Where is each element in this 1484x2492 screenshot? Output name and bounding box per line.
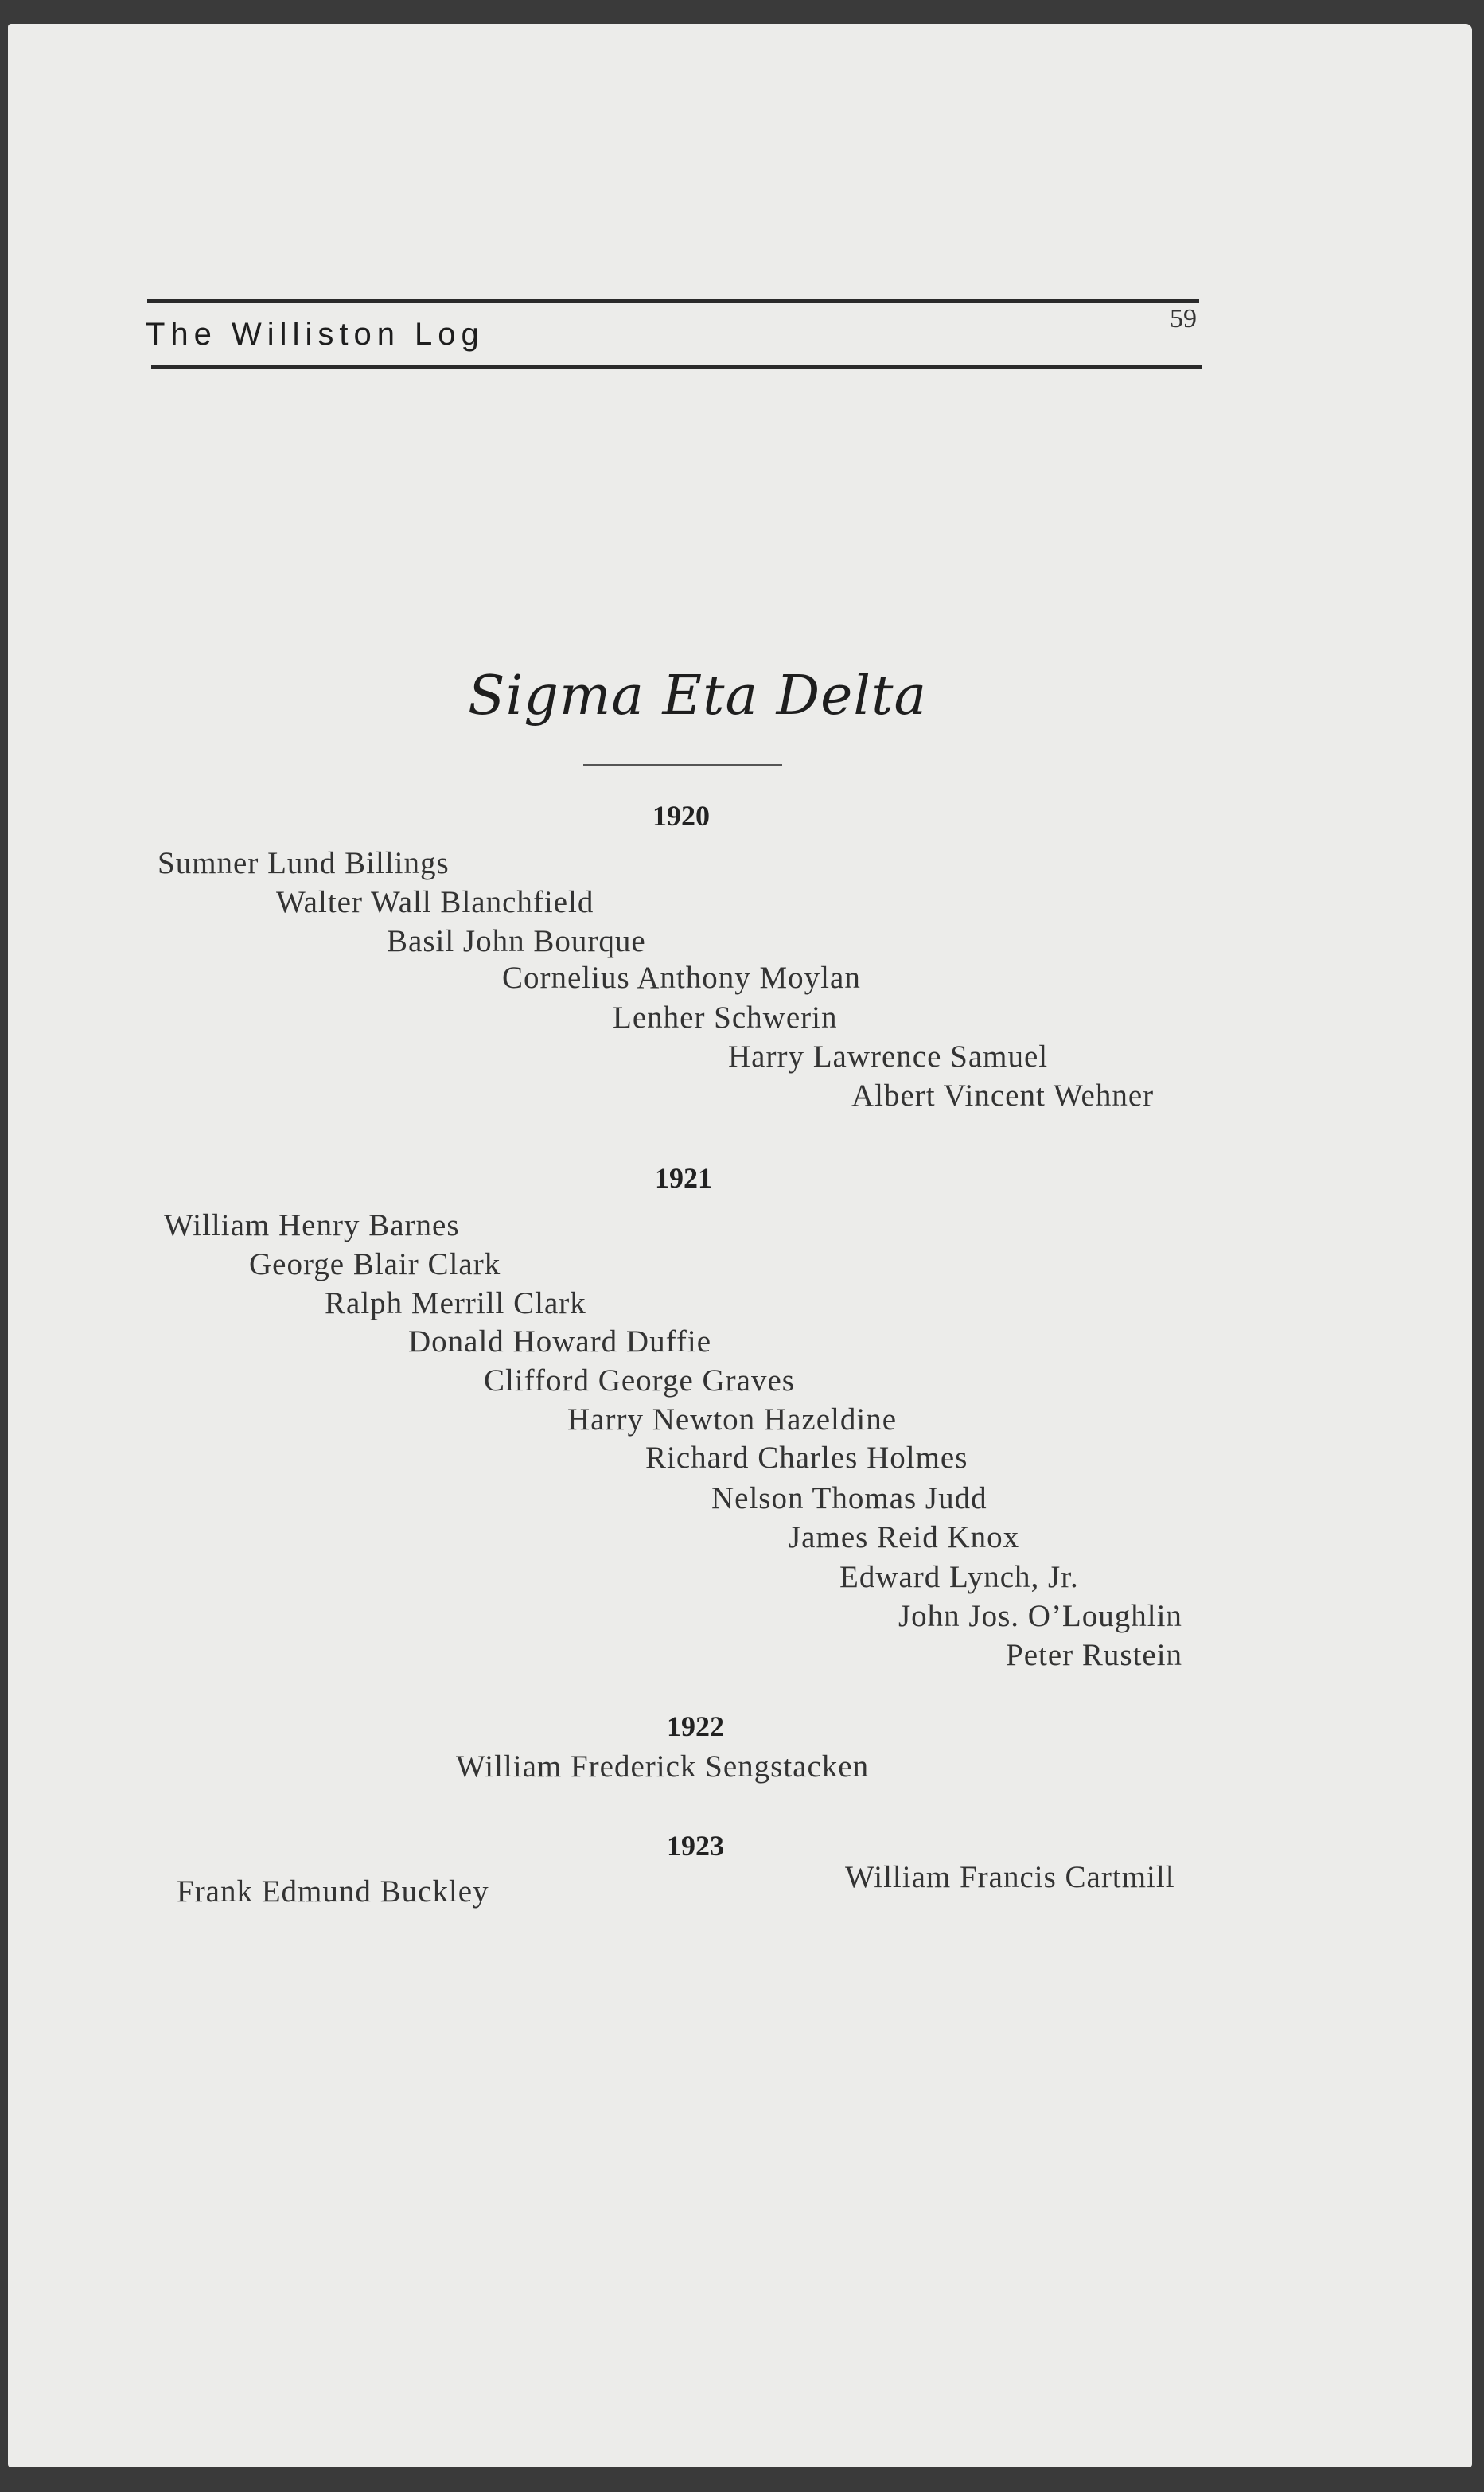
- member-name: Richard Charles Holmes: [645, 1441, 968, 1475]
- member-name: Peter Rustein: [1006, 1638, 1183, 1672]
- member-name: Basil John Bourque: [387, 924, 646, 958]
- member-name: Donald Howard Duffie: [408, 1324, 712, 1359]
- member-name: Lenher Schwerin: [613, 1000, 838, 1035]
- year-heading-1922: 1922: [667, 1710, 724, 1742]
- header-top-rule: [147, 299, 1199, 303]
- page-number: 59: [1170, 304, 1197, 333]
- member-name: Frank Edmund Buckley: [177, 1874, 489, 1909]
- member-name: George Blair Clark: [249, 1247, 501, 1281]
- header-title: The Williston Log: [146, 317, 485, 352]
- member-name: James Reid Knox: [789, 1520, 1020, 1554]
- member-name: William Henry Barnes: [164, 1208, 460, 1242]
- year-heading-1921: 1921: [655, 1162, 712, 1194]
- member-name: Harry Newton Hazeldine: [567, 1402, 897, 1437]
- member-name: John Jos. O’Loughlin: [898, 1599, 1182, 1633]
- member-name: Clifford George Graves: [484, 1363, 795, 1398]
- title-divider: [583, 764, 782, 766]
- year-heading-1920: 1920: [652, 800, 710, 832]
- member-name: Harry Lawrence Samuel: [728, 1039, 1049, 1074]
- member-name: Edward Lynch, Jr.: [839, 1560, 1079, 1594]
- member-name: Sumner Lund Billings: [158, 846, 450, 880]
- member-name: Cornelius Anthony Moylan: [502, 961, 861, 995]
- member-name: Ralph Merrill Clark: [325, 1286, 586, 1320]
- year-heading-1923: 1923: [667, 1830, 724, 1862]
- member-name: Walter Wall Blanchfield: [276, 885, 594, 919]
- header-bottom-rule: [151, 365, 1202, 369]
- page: [8, 24, 1472, 2467]
- member-name: William Frederick Sengstacken: [456, 1749, 870, 1784]
- section-title: Sigma Eta Delta: [468, 665, 927, 727]
- member-name: William Francis Cartmill: [845, 1860, 1175, 1894]
- member-name: Albert Vincent Wehner: [851, 1078, 1155, 1113]
- member-name: Nelson Thomas Judd: [711, 1481, 987, 1515]
